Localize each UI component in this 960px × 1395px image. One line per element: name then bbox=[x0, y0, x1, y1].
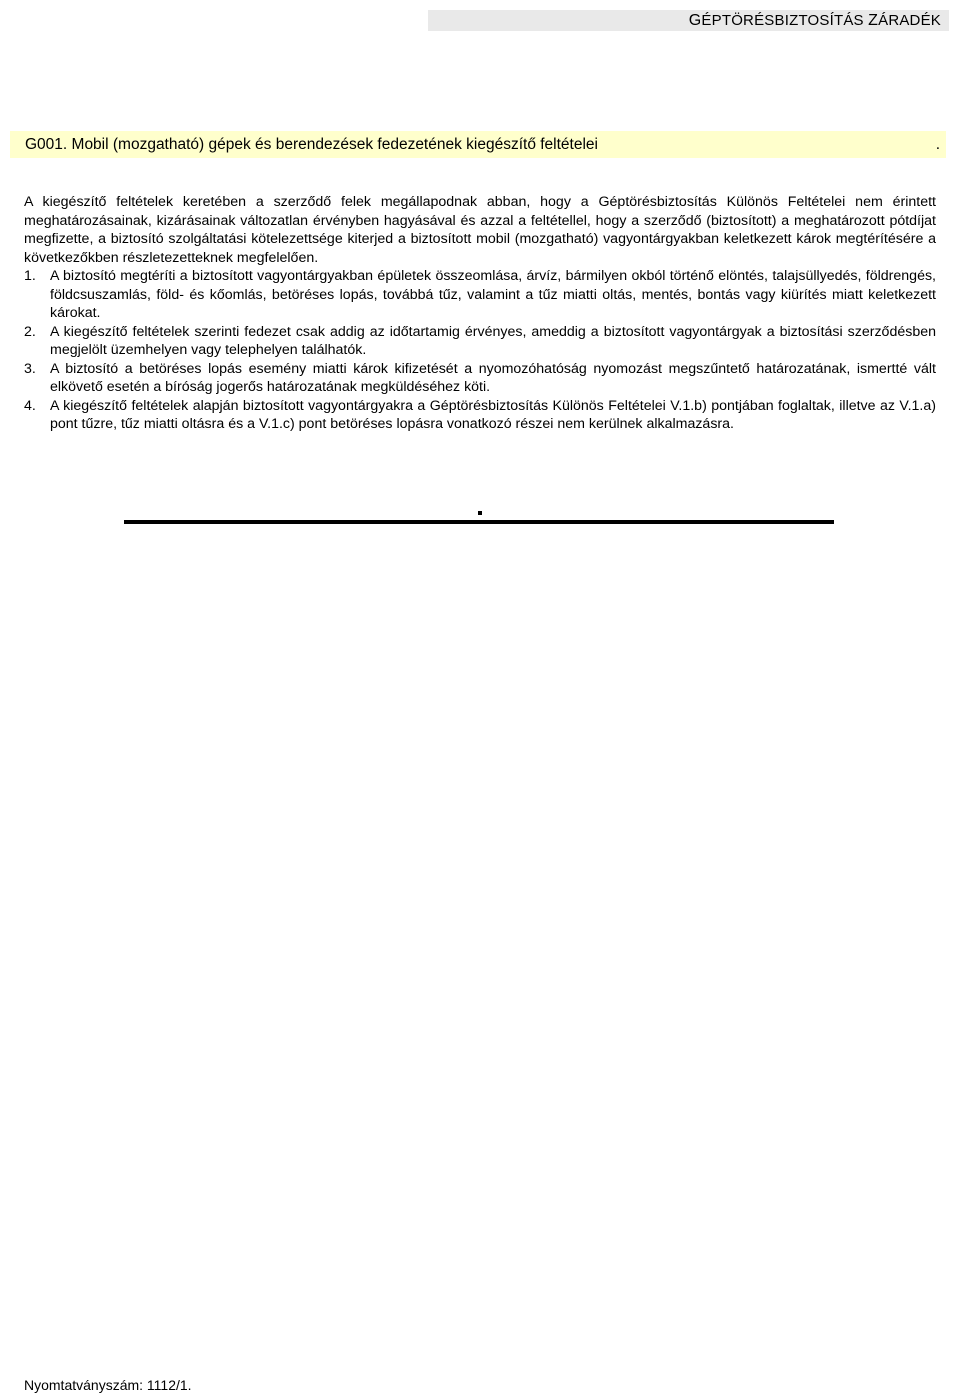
form-number: Nyomtatványszám: 1112/1. bbox=[24, 1377, 192, 1393]
header-title-part1: ÉPTÖRÉSBIZTOSÍTÁS bbox=[701, 12, 869, 29]
header-title-letter-z: Z bbox=[868, 12, 879, 29]
list-item-text: A kiegészítő feltételek szerinti fedezet csak addig az időtartamig érvényes, ameddig a biztosított vagyontárgyak a biztosítási szerződésben megjelölt üzemhelyen vagy telephelyen találhatók. bbox=[50, 323, 936, 358]
section-title: G001. Mobil (mozgatható) gépek és berendezések fedezetének kiegészítő feltételei bbox=[25, 136, 598, 153]
list-item-text: A biztosító a betöréses lopás esemény miatti károk kifizetését a nyomozóhatóság nyomozást megszűntető határozatának, ismertté vált elkövető esetén a bíróság jogerős határozatának megküldéséhez köti. bbox=[50, 360, 936, 395]
intro-paragraph: A kiegészítő feltételek keretében a szerződő felek megállapodnak abban, hogy a Géptörésbiztosítás Különös Feltételei nem érintett meghatározásainak, kizárásainak változatlan érvényben hagyásával és azzal a feltétellel, hogy a szerződő (biztosított) a meghatározott pótdíjat megfizette, a biztosító szolgáltatási kötelezettsége kiterjed a biztosított mobil (mozgatható) vagyontárgyakban keletkezett károk megtérítésére a következőkben részletezetteknek megfelelően. bbox=[24, 194, 936, 266]
section-title-bar bbox=[10, 131, 946, 158]
list-item-text: A kiegészítő feltételek alapján biztosított vagyontárgyakra a Géptörésbiztosítás Különös Feltételei V.1.b) pontjában foglaltak, illetve az V.1.a) pont tűzre, tűz miatti oltásra és a V.1.c) pont betöréses lopásra vonatkozó részei nem kerülnek alkalmazásra. bbox=[50, 397, 936, 432]
header-title-part2: ÁRADÉK bbox=[878, 12, 941, 29]
list-item bbox=[24, 323, 936, 360]
list-item-number: 3. bbox=[24, 360, 36, 377]
separator-rule bbox=[124, 520, 834, 524]
document-header bbox=[428, 10, 949, 31]
header-title-letter-g: G bbox=[688, 12, 702, 29]
list-item bbox=[24, 267, 936, 323]
list-item bbox=[24, 360, 936, 397]
list-item bbox=[24, 397, 936, 434]
list-item-number: 4. bbox=[24, 397, 36, 414]
conditions-list bbox=[24, 267, 936, 434]
separator-dot bbox=[478, 511, 482, 515]
list-item-text: A biztosító megtéríti a biztosított vagyontárgyakban épületek összeomlása, árvíz, bármilyen okból történő elöntés, talajsüllyedés, földrengés, földcsuszamlás, föld- és kőomlás, betöréses lopás, továbbá tűz, valamint a tűz miatti oltás, mentés, bontás vagy kiürítés miatt keletkezett károkat. bbox=[50, 268, 936, 321]
list-item-number: 1. bbox=[24, 268, 36, 284]
document-body bbox=[24, 193, 936, 434]
list-item-number: 2. bbox=[24, 323, 36, 340]
section-trailing-mark: . bbox=[935, 136, 940, 153]
